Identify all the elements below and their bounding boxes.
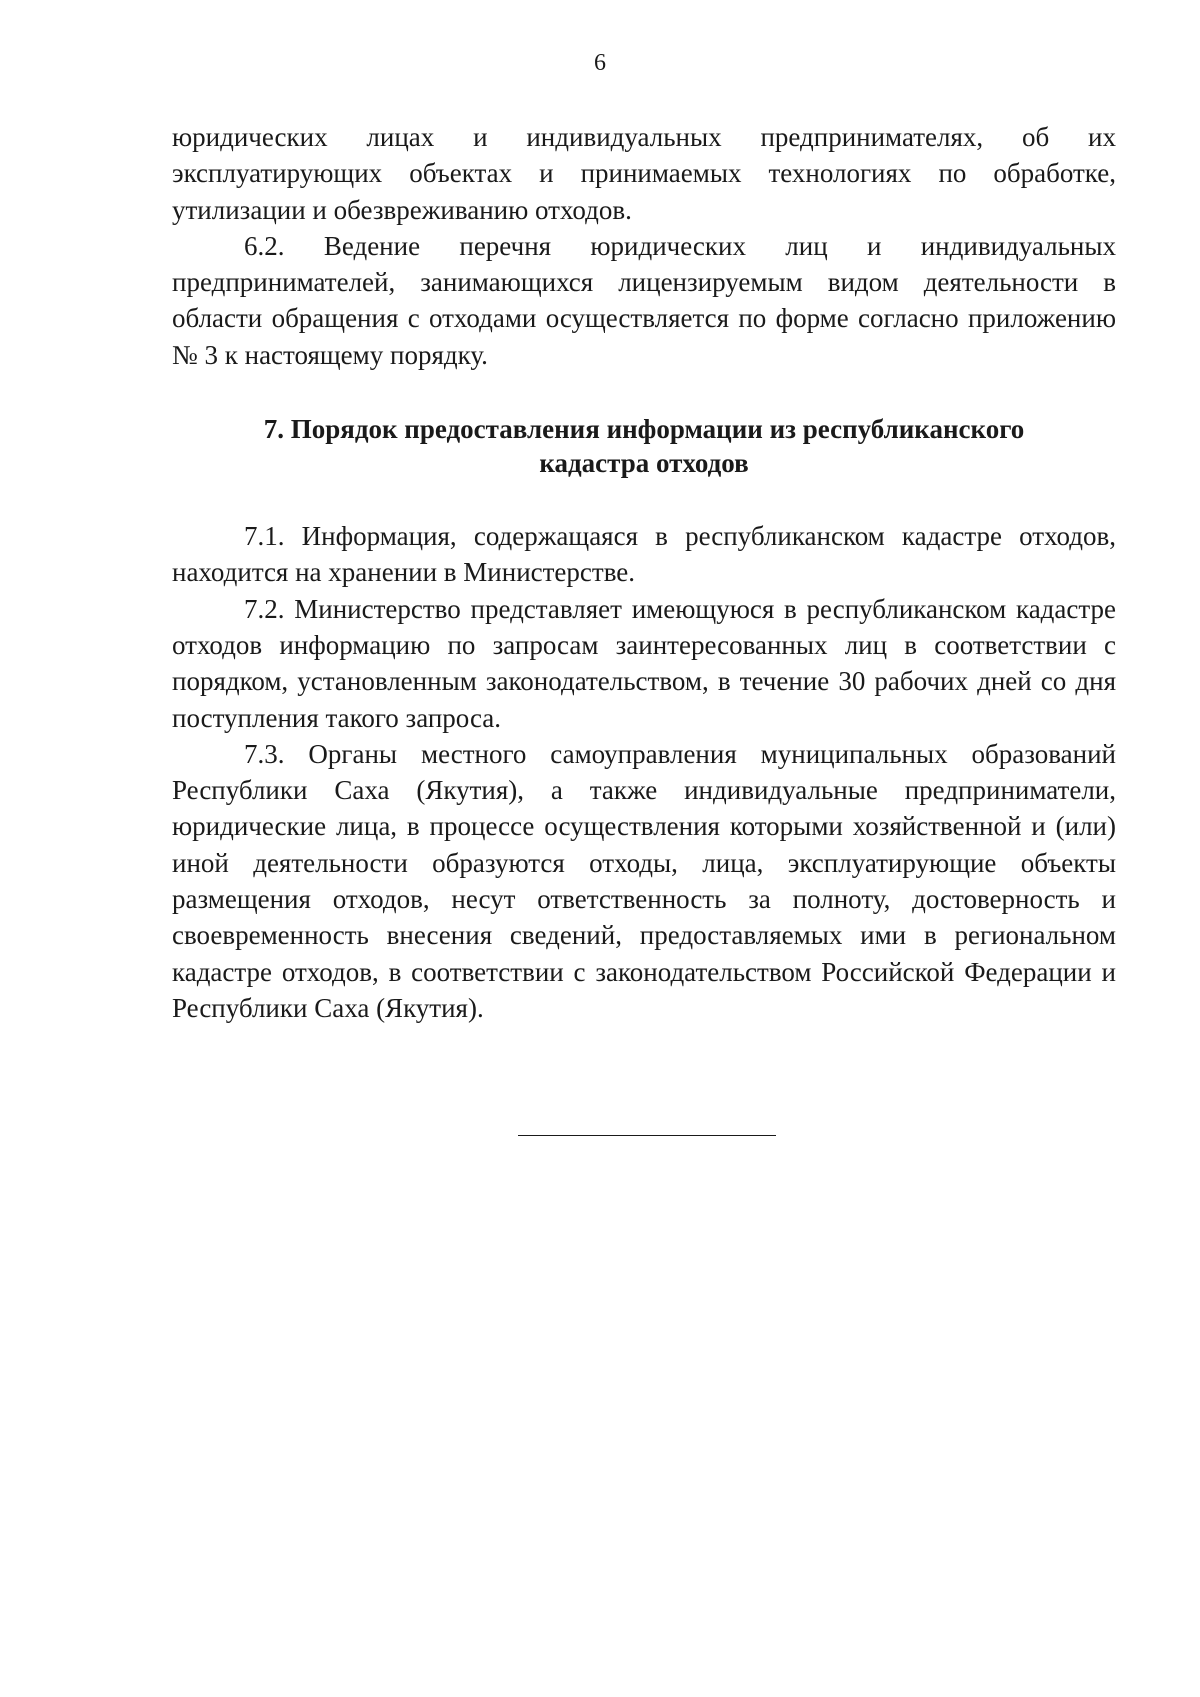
paragraph-6-2: 6.2. Ведение перечня юридических лиц и индивидуальных предпринимателей, занимающихся лицензируемым видом деятельности в области обращения с отходами осуществляется по форме согласно приложению № 3 к настоящему порядку. <box>172 230 1116 370</box>
paragraph-6-1-continuation: юридических лицах и индивидуальных предпринимателях, об их эксплуатирующих объектах и принимаемых технологиях по обработке, утилизации и обезвреживанию отходов. <box>172 122 1116 225</box>
end-of-document-rule <box>518 1135 776 1136</box>
section-7-heading-line-2: кадастра отходов <box>539 448 749 479</box>
page-number: 6 <box>594 50 606 76</box>
section-7-heading-line-1: 7. Порядок предоставления информации из республиканского <box>263 414 1025 445</box>
paragraph-7-3: 7.3. Органы местного самоуправления муниципальных образований Республики Саха (Якутия), а также индивидуальные предприниматели, юридические лица, в процессе осуществления которыми хозяйственной и (или) иной деятельности образуются отходы, лица, эксплуатирующие объекты размещения отходов, несут ответственность за полноту, достоверность и своевременность внесения сведений, предоставляемых ими в региональном кадастре отходов, в соответствии с законодательством Российской Федерации и Республики Саха (Якутия). <box>172 738 1116 1023</box>
document-body <box>172 119 1116 1026</box>
section-7-heading <box>172 412 1116 480</box>
paragraph-7-1: 7.1. Информация, содержащаяся в республиканском кадастре отходов, находится на хранении в Министерстве. <box>172 521 1116 588</box>
paragraph-7-2: 7.2. Министерство представляет имеющуюся в республиканском кадастре отходов информацию по запросам заинтересованных лиц в соответствии с порядком, установленным законодательством, в течение 30 рабочих дней со дня поступления такого запроса. <box>172 593 1116 733</box>
